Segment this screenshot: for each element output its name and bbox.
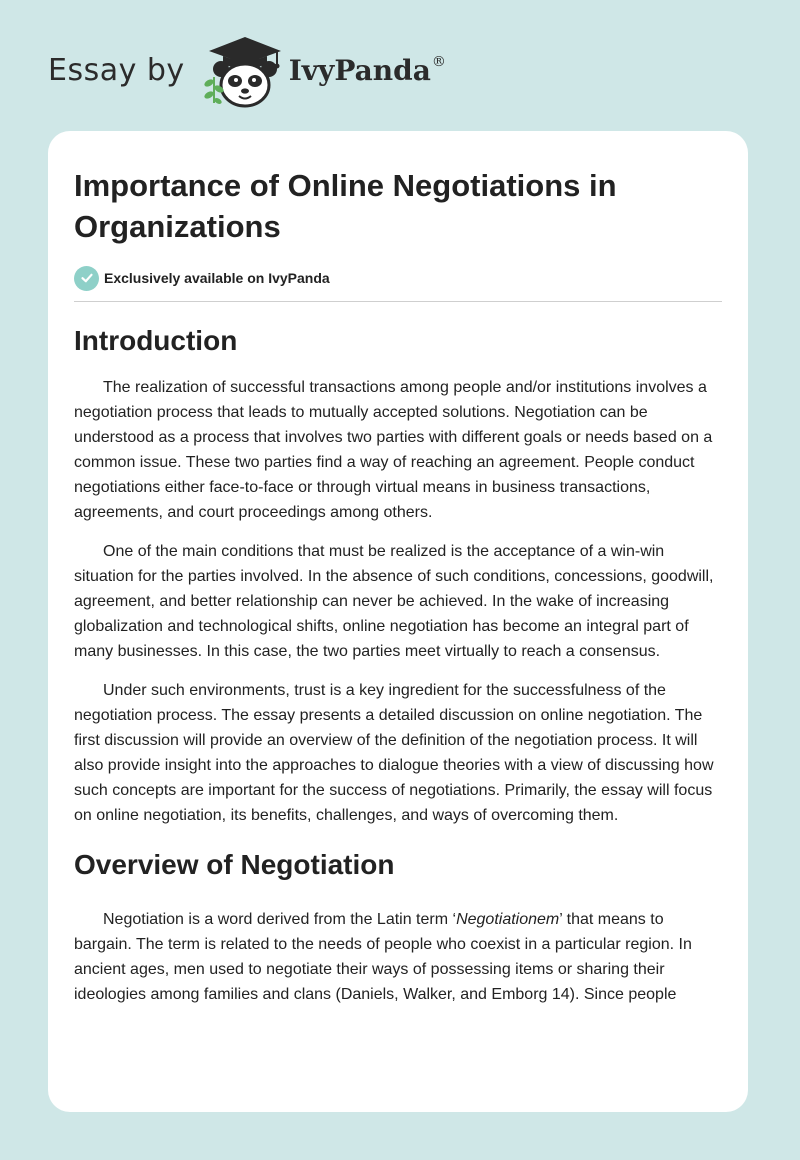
exclusive-badge-text: Exclusively available on IvyPanda — [104, 270, 330, 286]
paragraph: The realization of successful transactions among people and/or institutions involves a negotiation process that leads to mutually accepted solutions. Negotiation can be understood as a process that involves two parties with different goals or needs based on a common issue. These two parties find a way of reaching an agreement. People conduct negotiations either face-to-face or through virtual means in business transactions, agreements, and court proceedings among others. — [74, 379, 713, 521]
exclusive-badge — [74, 265, 722, 291]
section-heading-introduction: Introduction — [74, 325, 238, 356]
essay-card — [48, 131, 748, 1112]
paragraph: Under such environments, trust is a key ingredient for the successfulness of the negotiation process. The essay presents a detailed discussion on online negotiation. The first discussion will provide an overview of the definition of the negotiation process. It will also provide insight into the approaches to dialogue theories with a view of discussing how such concepts are important for the success of negotiations. Primarily, the essay will focus on online negotiation, its benefits, challenges, and ways of overcoming them. — [74, 682, 714, 824]
divider — [74, 301, 722, 302]
paragraph: One of the main conditions that must be realized is the acceptance of a win-win situation for the parties involved. In the absence of such conditions, concessions, goodwill, agreement, and better relationship can never be achieved. In the wake of increasing globalization and technological shifts, online negotiation has become an integral part of many businesses. In this case, the two parties meet virtually to reach a consensus. — [74, 543, 714, 660]
section-heading-overview: Overview of Negotiation — [74, 849, 395, 880]
site-header — [48, 30, 446, 110]
essay-title: Importance of Online Negotiations in Organizations — [74, 168, 617, 244]
check-circle-icon — [74, 266, 99, 291]
panda-logo-icon — [199, 31, 285, 109]
brand-name: IvyPanda® — [288, 53, 446, 87]
registered-mark: ® — [431, 53, 446, 70]
paragraph: Negotiation is a word derived from the Latin term ‘Negotiationem’ that means to bargain. The term is related to the needs of people who coexist in a particular region. In ancient ages, men used to negotiate their ways of possessing items or sharing their ideologies among families and clans (Daniels, Walker, and Emborg 14). Since people — [74, 911, 692, 1003]
essay-by-label: Essay by — [48, 52, 185, 88]
latin-term: Negotiationem — [456, 911, 560, 928]
